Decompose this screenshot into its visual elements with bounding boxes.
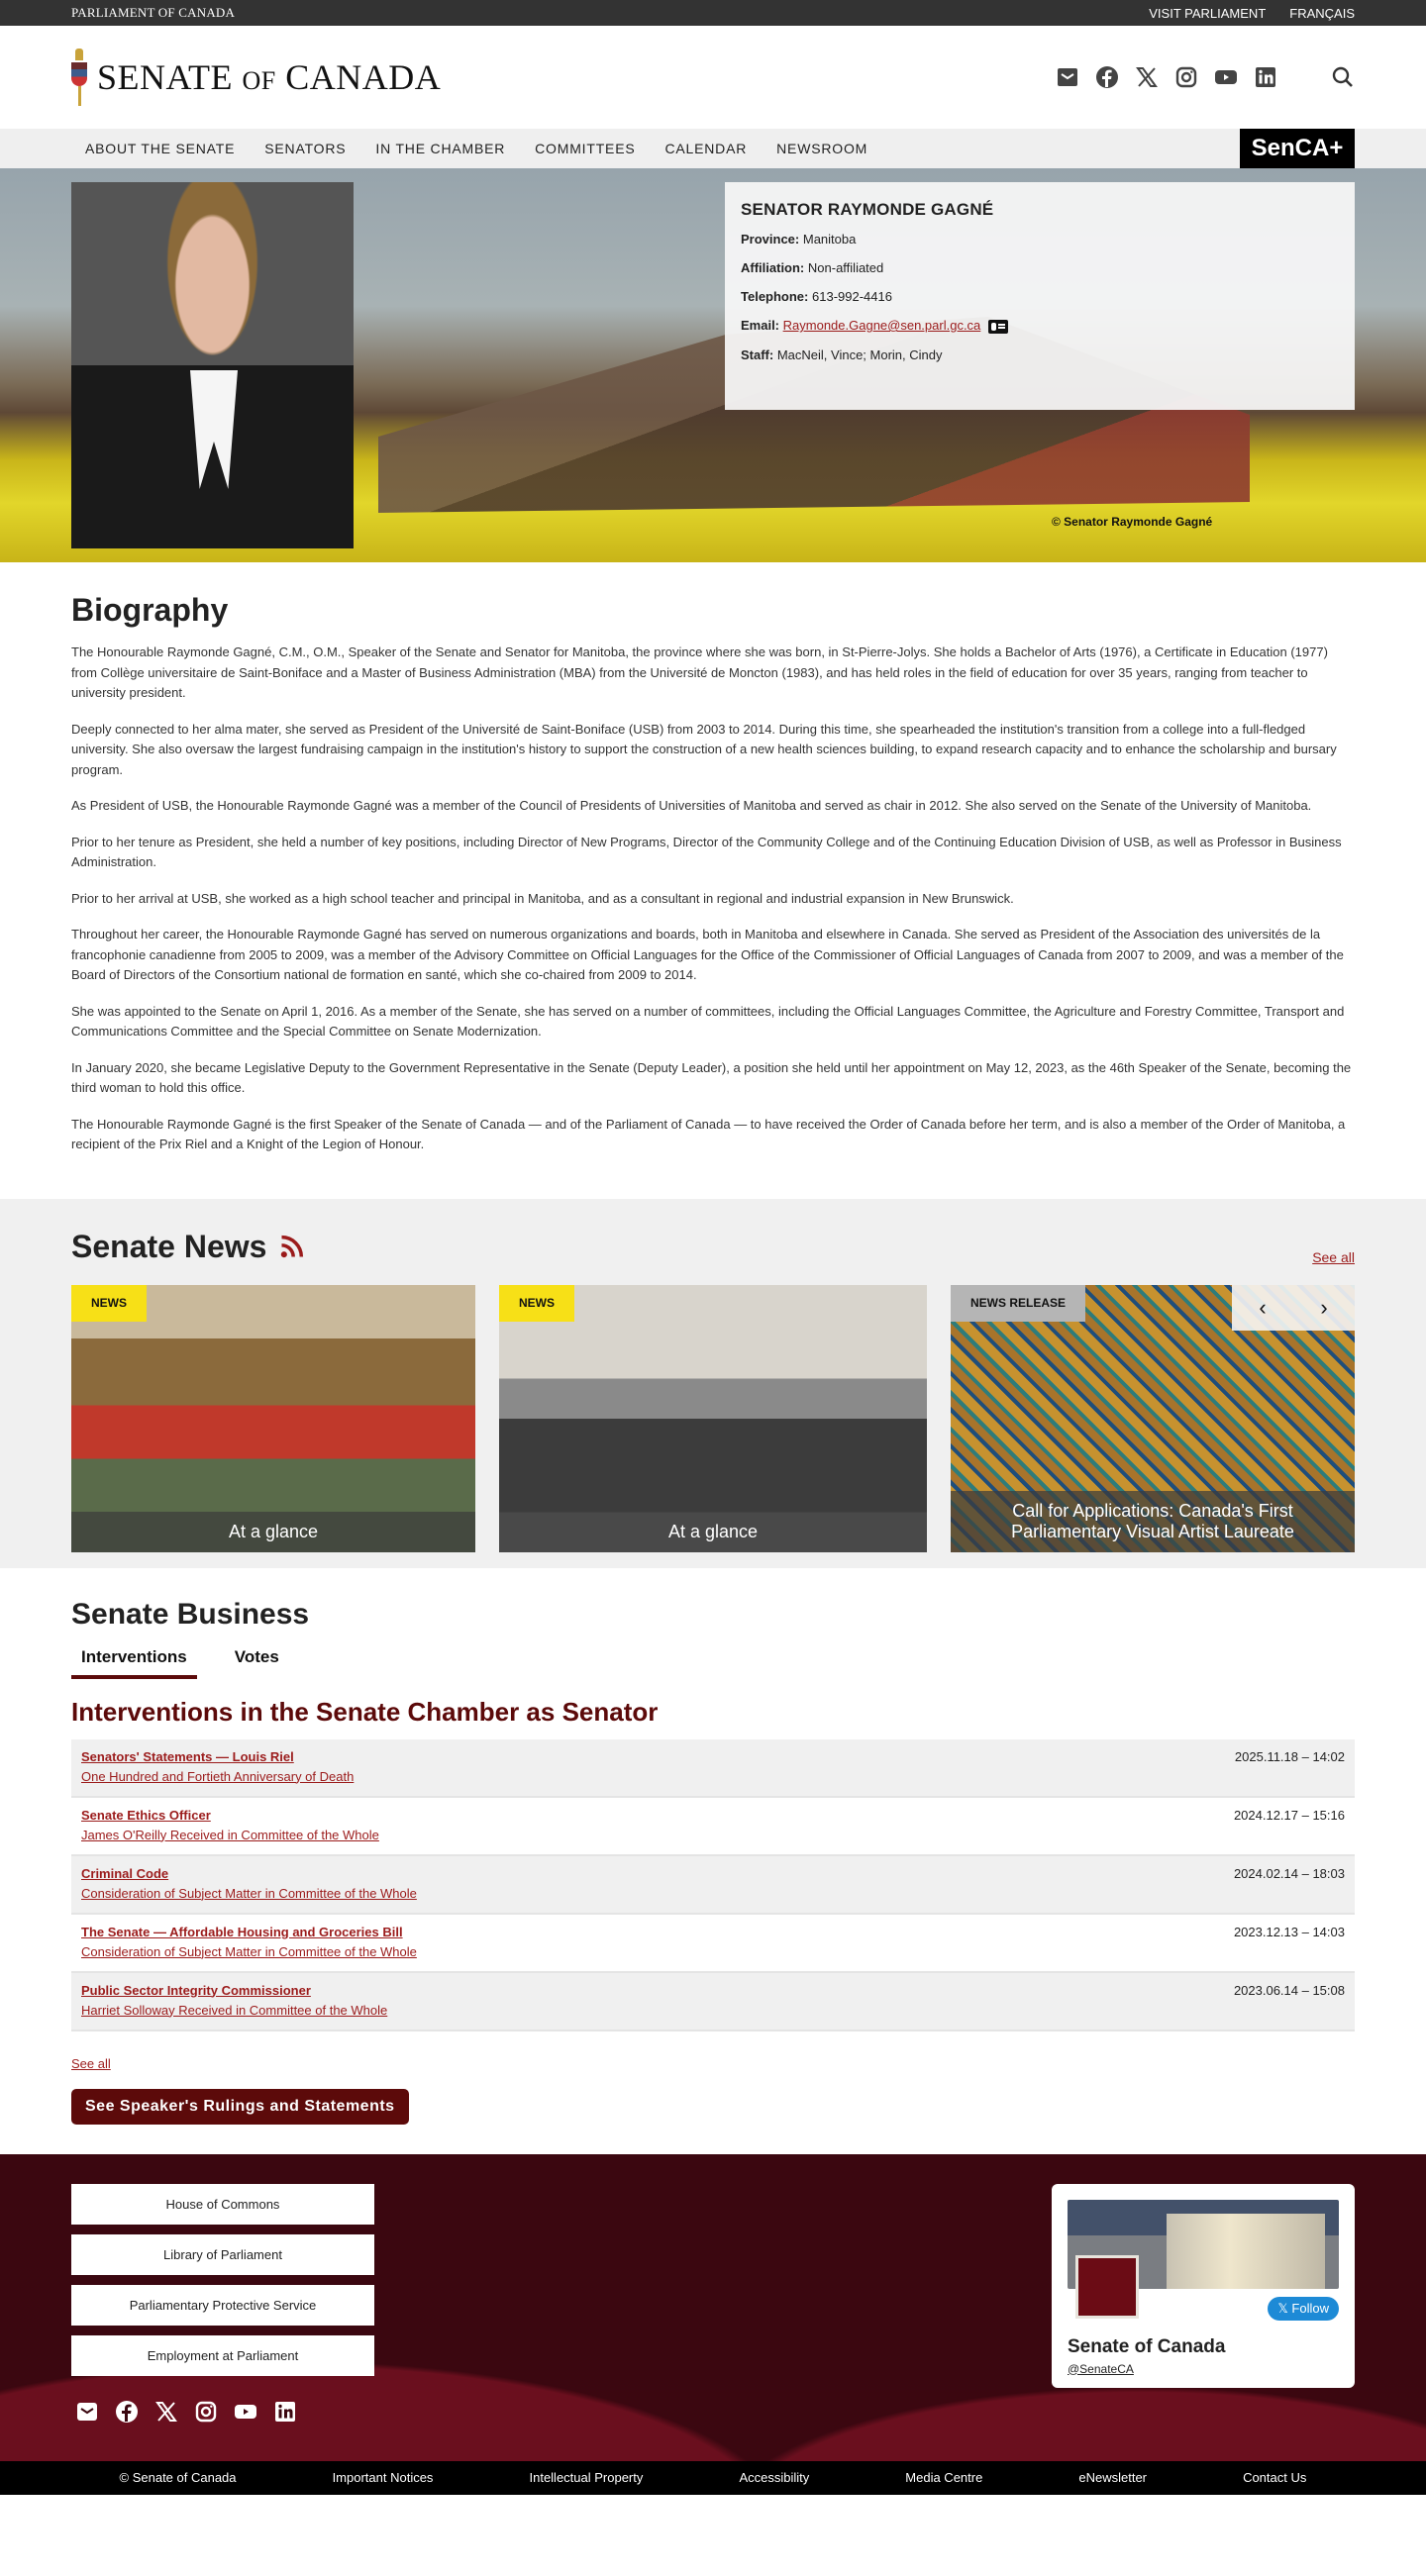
intervention-sub-link[interactable]: James O'Reilly Received in Committee of the Whole (81, 1827, 379, 1842)
news-caption[interactable]: Call for Applications: Canada's First Parliamentary Visual Artist Laureate (951, 1491, 1355, 1552)
visit-parliament-link[interactable]: VISIT PARLIAMENT (1149, 5, 1267, 21)
instagram-icon[interactable] (1174, 65, 1198, 89)
youtube-icon[interactable] (234, 2400, 257, 2424)
news-tag: NEWS (499, 1285, 574, 1322)
nav-newsroom[interactable]: NEWSROOM (776, 141, 868, 156)
email-row: Email: Raymonde.Gagne@sen.parl.gc.ca (741, 318, 1339, 334)
senate-business-section (0, 1568, 1426, 2154)
footer-links (71, 2184, 374, 2376)
x-icon[interactable] (154, 2400, 178, 2424)
linkedin-icon[interactable] (1254, 65, 1277, 89)
senate-business-title: Senate Business (71, 1597, 310, 1631)
news-see-all-link[interactable]: See all (1312, 1248, 1355, 1265)
parliament-brand[interactable]: PARLIAMENT OF CANADA (71, 5, 236, 20)
intervention-sub-link[interactable]: Consideration of Subject Matter in Committee of the Whole (81, 1943, 417, 1959)
footer-bottom-bar (0, 2461, 1426, 2495)
telephone-row: Telephone: 613-992-4416 (741, 289, 892, 304)
intervention-row (71, 1915, 1355, 1973)
news-card[interactable] (499, 1285, 927, 1552)
twitter-widget (1052, 2184, 1355, 2388)
senator-portrait (71, 182, 354, 548)
tab-votes[interactable]: Votes (234, 1646, 279, 1666)
twitter-handle-link[interactable]: @SenateCA (1068, 2361, 1134, 2376)
news-caption[interactable]: At a glance (71, 1512, 475, 1552)
senca-plus-button[interactable]: SenCA+ (1240, 129, 1355, 168)
nav-senators[interactable]: SENATORS (264, 141, 347, 156)
intervention-sub-link[interactable]: Harriet Solloway Received in Committee of the Whole (81, 2002, 388, 2018)
social-links (1056, 65, 1355, 89)
biography-section (0, 562, 1426, 1199)
speakers-rulings-button[interactable]: See Speaker's Rulings and Statements (71, 2089, 409, 2125)
twitter-account-name: Senate of Canada (1068, 2335, 1226, 2357)
bio-paragraph: She was appointed to the Senate on April 1, 2016. As a member of the Senate, she has served on a number of committees, including the Official Languages Committee, the Agriculture and Forestry Committee, Transport and Communications Committee and the Special Committee on Senate Modernization. (71, 1003, 1345, 1039)
bio-paragraph: Prior to her arrival at USB, she worked as a high school teacher and principal in Manitoba, and as a consultant in regional and industrial expansion in New Brunswick. (71, 890, 1014, 906)
nav-about-the-senate[interactable]: ABOUT THE SENATE (85, 141, 236, 156)
important-notices-link[interactable]: Important Notices (332, 2470, 434, 2485)
media-centre-link[interactable]: Media Centre (905, 2470, 983, 2485)
email-icon[interactable] (75, 2400, 99, 2424)
interventions-see-all-link[interactable]: See all (71, 2055, 111, 2071)
francais-link[interactable]: FRANÇAIS (1289, 5, 1355, 21)
instagram-icon[interactable] (194, 2400, 218, 2424)
affiliation-row: Affiliation: Non-affiliated (741, 260, 884, 275)
intervention-date: 2023.06.14 – 15:08 (1233, 1982, 1345, 1998)
staff-row: Staff: MacNeil, Vince; Morin, Cindy (741, 347, 943, 362)
nav-in-the-chamber[interactable]: IN THE CHAMBER (375, 141, 506, 156)
senate-news-section (0, 1199, 1426, 1568)
parliament-topbar (0, 0, 1426, 26)
bio-paragraph: Prior to her tenure as President, she held a number of key positions, including Director of New Programs, Director of the Community College and of the Continuing Education Division of USB, as well as Professor in Business Administration. (71, 834, 1342, 869)
logo-text: SENATE OF CANADA (97, 57, 442, 97)
intervention-row (71, 1798, 1355, 1856)
site-header (0, 26, 1426, 129)
employment-at-parliament-link[interactable]: Employment at Parliament (71, 2335, 374, 2376)
intervention-sub-link[interactable]: Consideration of Subject Matter in Committee of the Whole (81, 1885, 417, 1901)
accessibility-link[interactable]: Accessibility (739, 2470, 810, 2485)
footer-social-links (71, 2400, 374, 2424)
senate-news-title: Senate News (71, 1229, 306, 1265)
province-value: Manitoba (802, 232, 857, 247)
intervention-date: 2024.12.17 – 15:16 (1233, 1807, 1345, 1823)
youtube-icon[interactable] (1214, 65, 1238, 89)
province-row: Province: Manitoba (741, 232, 857, 247)
house-of-commons-link[interactable]: House of Commons (71, 2184, 374, 2225)
intervention-title-link[interactable]: Criminal Code (81, 1865, 169, 1881)
biography-title: Biography (71, 592, 229, 628)
x-follow-button[interactable]: 𝕏 Follow (1268, 2297, 1339, 2321)
interventions-list (71, 1739, 1355, 2031)
photo-credit: © Senator Raymonde Gagné (1052, 515, 1213, 529)
interventions-title: Interventions in the Senate Chamber as Senator (71, 1696, 659, 1727)
intervention-date: 2023.12.13 – 14:03 (1233, 1924, 1345, 1939)
intellectual-property-link[interactable]: Intellectual Property (529, 2470, 644, 2485)
enewsletter-link[interactable]: eNewsletter (1078, 2470, 1148, 2485)
staff-value: MacNeil, Vince; Morin, Cindy (776, 347, 943, 362)
news-card[interactable] (71, 1285, 475, 1552)
chevron-left-icon[interactable]: ‹ (1259, 1294, 1267, 1320)
nav-calendar[interactable]: CALENDAR (664, 141, 748, 156)
intervention-date: 2025.11.18 – 14:02 (1234, 1748, 1345, 1764)
senator-info-card (725, 182, 1355, 410)
nav-committees[interactable]: COMMITTEES (535, 141, 636, 156)
news-card[interactable] (951, 1285, 1355, 1552)
senator-hero-banner (0, 168, 1426, 562)
mace-icon (71, 49, 87, 106)
intervention-row (71, 1856, 1355, 1915)
facebook-icon[interactable] (1095, 65, 1119, 89)
senator-name: SENATOR RAYMONDE GAGNÉ (741, 200, 994, 219)
bio-paragraph: The Honourable Raymonde Gagné, C.M., O.M., Speaker of the Senate and Senator for Manitoba, the province where she was born, in St-Pierre-Jolys. She holds a Bachelor of Arts (1976), a Certificate in Education (1977) from Collège universitaire de Saint-Boniface and a Master of Business Administration (MBA) from the Université de Moncton (1983), and has held roles in the field of education for over 35 years, ranging from teacher to university president. (71, 644, 1328, 700)
intervention-title-link[interactable]: Public Sector Integrity Commissioner (81, 1982, 311, 1998)
bio-paragraph: The Honourable Raymonde Gagné is the first Speaker of the Senate of Canada — and of the Parliament of Canada — to have received the Order of Canada before her term, and is also a member of the Order of Manitoba, a recipient of the Prix Riel and a Knight of the Legion of Honour. (71, 1116, 1346, 1151)
site-footer (0, 2154, 1426, 2461)
copyright-link[interactable]: © Senate of Canada (119, 2470, 237, 2485)
search-icon[interactable] (1331, 65, 1355, 89)
news-tag: NEWS (71, 1285, 147, 1322)
intervention-date: 2024.02.14 – 18:03 (1233, 1865, 1345, 1881)
intervention-title-link[interactable]: Senators' Statements — Louis Riel (81, 1748, 294, 1764)
telephone-value: 613-992-4416 (812, 289, 892, 304)
email-link[interactable]: Raymonde.Gagne@sen.parl.gc.ca (782, 318, 981, 333)
facebook-icon[interactable] (115, 2400, 139, 2424)
carousel-controls (1232, 1285, 1355, 1331)
main-nav (0, 129, 1426, 168)
bio-paragraph: Deeply connected to her alma mater, she served as President of the Université de Saint-Boniface (USB) from 2003 to 2014. During this time, she spearheaded the institution's transition from a college into a full-fledged university. She also oversaw the largest fundraising campaign in the institution's history to support the construction of a new health sciences building, to expand research capacity and to enhance the scholarship and bursary program. (71, 721, 1337, 777)
intervention-row (71, 1973, 1355, 2031)
intervention-row (71, 1739, 1355, 1798)
parliamentary-protective-service-link[interactable]: Parliamentary Protective Service (71, 2285, 374, 2326)
tab-interventions[interactable]: Interventions (71, 1647, 197, 1679)
business-tabs (71, 1647, 1355, 1679)
chevron-right-icon[interactable]: › (1320, 1294, 1328, 1320)
senate-logo[interactable] (71, 49, 441, 106)
bio-paragraph: As President of USB, the Honourable Raymonde Gagné was a member of the Council of Presidents of Universities of Manitoba and served as chair in 2012. She also served on the Senate of the University of Manitoba. (71, 798, 1312, 813)
library-of-parliament-link[interactable]: Library of Parliament (71, 2234, 374, 2275)
news-release-tag: NEWS RELEASE (951, 1285, 1085, 1322)
bio-paragraph: In January 2020, she became Legislative Deputy to the Government Representative in the Senate (Deputy Leader), a position she held until her appointment on May 12, 2023, as the 46th Speaker of the Senate, becoming the third woman to hold this office. (71, 1059, 1352, 1095)
intervention-sub-link[interactable]: One Hundred and Fortieth Anniversary of Death (81, 1768, 355, 1784)
x-icon[interactable] (1135, 65, 1159, 89)
contact-us-link[interactable]: Contact Us (1243, 2470, 1307, 2485)
intervention-title-link[interactable]: Senate Ethics Officer (81, 1807, 211, 1823)
intervention-title-link[interactable]: The Senate — Affordable Housing and Groceries Bill (81, 1924, 403, 1939)
email-icon[interactable] (1056, 65, 1079, 89)
vcard-icon[interactable] (988, 320, 1008, 334)
affiliation-value: Non-affiliated (807, 260, 884, 275)
linkedin-icon[interactable] (273, 2400, 297, 2424)
bio-paragraph: Throughout her career, the Honourable Raymonde Gagné has served on numerous organizations and boards, both in Manitoba and elsewhere in Canada. She served as President of the Association des universités de la francophonie canadienne from 2005 to 2009, was a member of the Advisory Committee on Official Languages for the Office of the Commissioner of Official Languages of Canada from 2007 to 2009, and was a member of the Board of Directors of the Consortium national de formation en santé, which she co-chaired from 2009 to 2014. (71, 927, 1344, 982)
rss-icon[interactable] (278, 1233, 306, 1260)
news-caption[interactable]: At a glance (499, 1512, 927, 1552)
twitter-avatar (1075, 2255, 1139, 2319)
